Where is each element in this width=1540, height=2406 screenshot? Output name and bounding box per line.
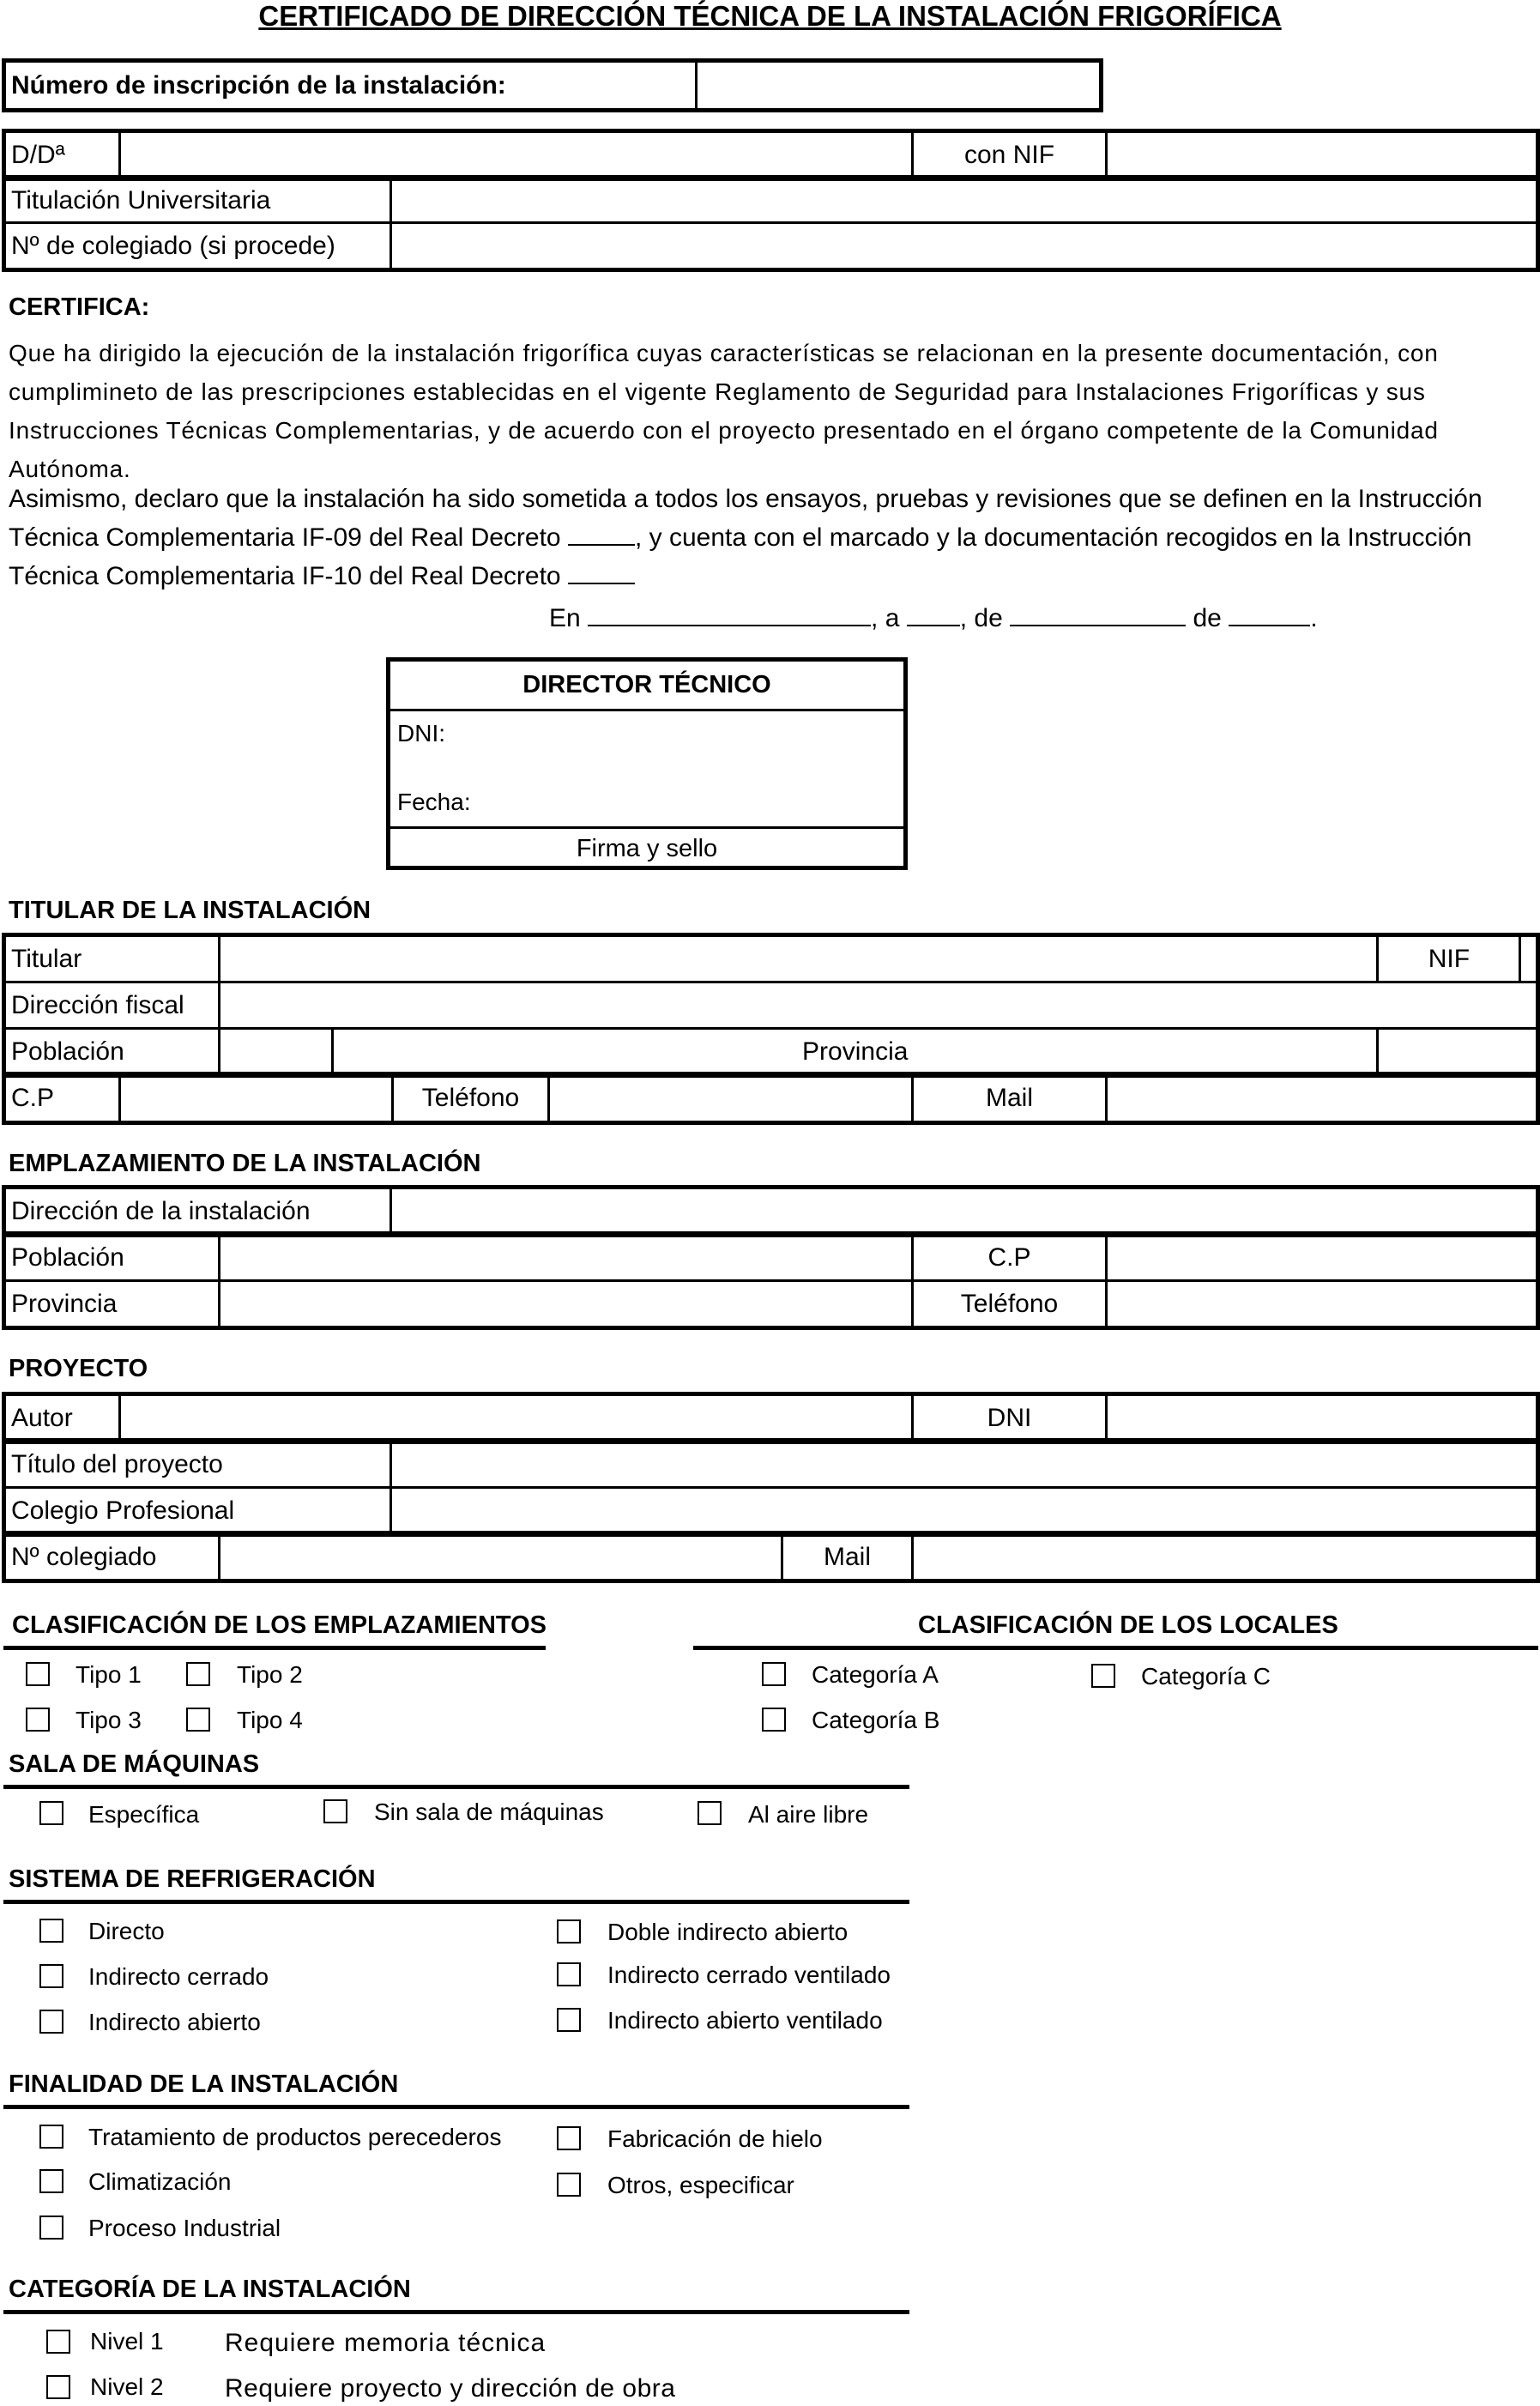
emplazamiento-cp-field[interactable] xyxy=(1107,1235,1537,1281)
proyecto-mail-label: Mail xyxy=(782,1534,913,1581)
otros-label: Otros, especificar xyxy=(607,2172,794,2198)
sin-sala-label: Sin sala de máquinas xyxy=(374,1798,604,1825)
categoria-heading: CATEGORÍA DE LA INSTALACIÓN xyxy=(9,2276,411,2303)
colegio-profesional-field[interactable] xyxy=(391,1488,1537,1534)
emplazamiento-provincia-label: Provincia xyxy=(5,1281,220,1327)
proyecto-colegiado-label: Nº colegiado xyxy=(5,1534,220,1581)
titulacion-table xyxy=(3,177,1538,270)
director-signature-box xyxy=(386,657,908,870)
certifica-paragraph-1: Que ha dirigido la ejecución de la instalación frigorífica cuyas características se relacionan en la presente documentación, con cumplimineto de las prescripciones establecidas en el vigente Reglamento de Seguridad para Instalaciones Frigoríficas y sus Instrucciones Técnicas Complementarias, y de acuerdo con el proyecto presentado en el órgano competente de la Comunidad Autónoma. xyxy=(9,340,1439,482)
titular-cp-label: C.P xyxy=(5,1075,120,1122)
colegiado-label: Nº de colegiado (si procede) xyxy=(5,223,391,269)
inscripcion-table xyxy=(3,60,1102,111)
titulo-proyecto-label: Título del proyecto xyxy=(5,1442,391,1488)
colegio-profesional-label: Colegio Profesional xyxy=(5,1488,391,1534)
para2-text-a: Asimismo, declaro que la instalación ha sido sometida a todos los ensayos, pruebas y revisiones que se definen en la Instrucción Técnica Complementaria IF-09 del Real Decreto xyxy=(9,485,1483,552)
proyecto-table-2 xyxy=(3,1440,1538,1535)
day-field[interactable] xyxy=(907,604,960,626)
clasif-emplazamientos-heading: CLASIFICACIÓN DE LOS EMPLAZAMIENTOS xyxy=(12,1611,547,1639)
divider xyxy=(3,1785,909,1789)
finalidad-heading: FINALIDAD DE LA INSTALACIÓN xyxy=(9,2070,399,2098)
emplazamiento-table-2 xyxy=(3,1233,1538,1328)
autor-field[interactable] xyxy=(120,1395,913,1442)
real-decreto-if10-field[interactable] xyxy=(568,562,635,584)
sistema-heading: SISTEMA DE REFRIGERACIÓN xyxy=(9,1865,376,1893)
titular-contact-table xyxy=(3,1073,1538,1123)
sala-maquinas-heading: SALA DE MÁQUINAS xyxy=(9,1750,260,1778)
a-label: , a xyxy=(871,604,900,632)
tipo1-label: Tipo 1 xyxy=(75,1661,142,1688)
emplazamiento-provincia-field[interactable] xyxy=(220,1281,913,1327)
titulo-proyecto-field[interactable] xyxy=(391,1442,1537,1488)
doble-indirecto-label: Doble indirecto abierto xyxy=(607,1919,849,1945)
month-field[interactable] xyxy=(1010,604,1186,626)
categoria-a-checkbox[interactable] xyxy=(762,1662,786,1686)
para2-text-b: , y cuenta con el marcado y la documentación recogidos en la Instrucción Técnica Complementaria IF-10 del Real Decreto xyxy=(9,523,1472,590)
proyecto-mail-field[interactable] xyxy=(913,1534,1537,1581)
tipo3-checkbox[interactable] xyxy=(26,1708,50,1732)
proyecto-table-3 xyxy=(3,1532,1538,1581)
director-box-header: DIRECTOR TÉCNICO xyxy=(390,662,903,711)
indirecto-abierto-label: Indirecto abierto xyxy=(88,2009,261,2035)
proceso-industrial-checkbox[interactable] xyxy=(39,2216,63,2240)
directo-label: Directo xyxy=(88,1918,165,1944)
nif-label: con NIF xyxy=(913,132,1107,178)
emplazamiento-poblacion-label: Población xyxy=(5,1235,220,1281)
titular-cp-field[interactable] xyxy=(120,1075,393,1122)
doble-indirecto-checkbox[interactable] xyxy=(557,1919,581,1944)
aire-libre-checkbox[interactable] xyxy=(698,1801,722,1825)
titular-field[interactable] xyxy=(220,936,1378,982)
indirecto-cerrado-checkbox[interactable] xyxy=(39,1964,63,1988)
categoria-b-label: Categoría B xyxy=(812,1707,940,1733)
fabricacion-hielo-checkbox[interactable] xyxy=(557,2126,581,2150)
inscripcion-field[interactable] xyxy=(697,62,1101,110)
titular-telefono-field[interactable] xyxy=(549,1075,913,1122)
titulacion-label: Titulación Universitaria xyxy=(5,178,391,223)
indirecto-cerrado-label: Indirecto cerrado xyxy=(88,1963,269,1990)
proyecto-table xyxy=(3,1393,1538,1442)
tipo2-label: Tipo 2 xyxy=(237,1661,303,1688)
firma-sello-label: Firma y sello xyxy=(390,826,903,868)
emplazamiento-heading: EMPLAZAMIENTO DE LA INSTALACIÓN xyxy=(9,1150,481,1177)
tipo3-label: Tipo 3 xyxy=(75,1707,142,1733)
especifica-checkbox[interactable] xyxy=(39,1801,63,1825)
direccion-fiscal-field[interactable] xyxy=(220,982,1537,1029)
divider xyxy=(3,1646,546,1650)
divider xyxy=(3,1900,909,1904)
tratamiento-label: Tratamiento de productos perecederos xyxy=(88,2124,502,2150)
climatizacion-label: Climatización xyxy=(88,2168,232,2195)
emplazamiento-telefono-field[interactable] xyxy=(1107,1281,1537,1327)
year-field[interactable] xyxy=(1229,604,1310,626)
proyecto-heading: PROYECTO xyxy=(9,1355,148,1382)
tipo4-checkbox[interactable] xyxy=(186,1708,210,1732)
titular-table xyxy=(3,934,1538,1076)
emplazamiento-table xyxy=(3,1187,1538,1236)
tipo1-checkbox[interactable] xyxy=(26,1662,50,1686)
indirecto-abierto-ventilado-label: Indirecto abierto ventilado xyxy=(607,2007,883,2034)
inscripcion-label: Número de inscripción de la instalación: xyxy=(5,62,697,110)
titular-mail-label: Mail xyxy=(913,1075,1107,1122)
proyecto-dni-field[interactable] xyxy=(1107,1395,1537,1442)
emplazamiento-poblacion-field[interactable] xyxy=(220,1235,913,1281)
titular-nif-label: NIF xyxy=(1378,936,1520,982)
place-field[interactable] xyxy=(588,604,871,626)
tratamiento-checkbox[interactable] xyxy=(39,2125,63,2149)
titular-nif-field[interactable] xyxy=(1520,936,1537,982)
categoria-a-label: Categoría A xyxy=(812,1661,939,1688)
emplazamiento-cp-label: C.P xyxy=(913,1235,1107,1281)
aire-libre-label: Al aire libre xyxy=(748,1801,869,1828)
tipo2-checkbox[interactable] xyxy=(186,1662,210,1686)
titular-telefono-label: Teléfono xyxy=(393,1075,549,1122)
nivel2-description: Requiere proyecto y dirección de obra xyxy=(225,2374,676,2403)
nivel2-checkbox[interactable] xyxy=(46,2375,70,2399)
director-dni-label: DNI: xyxy=(397,720,445,747)
autor-label: Autor xyxy=(5,1395,120,1442)
direccion-instalacion-field[interactable] xyxy=(391,1188,1537,1235)
nivel1-label: Nivel 1 xyxy=(90,2328,164,2355)
titular-provincia-field[interactable] xyxy=(1378,1029,1537,1075)
divider xyxy=(3,2310,909,2314)
real-decreto-if09-field[interactable] xyxy=(568,523,635,546)
direccion-fiscal-label: Dirección fiscal xyxy=(5,982,220,1029)
categoria-c-label: Categoría C xyxy=(1141,1663,1271,1690)
titular-mail-field[interactable] xyxy=(1107,1075,1537,1122)
end-dot: . xyxy=(1310,604,1318,632)
certifica-heading: CERTIFICA: xyxy=(9,293,150,321)
titular-poblacion-field[interactable] xyxy=(220,1029,333,1075)
indirecto-abierto-ventilado-checkbox[interactable] xyxy=(557,2008,581,2032)
titular-poblacion-label: Población xyxy=(5,1029,220,1075)
nivel1-description: Requiere memoria técnica xyxy=(225,2329,547,2357)
de2-label: de xyxy=(1193,604,1222,632)
proyecto-dni-label: DNI xyxy=(913,1395,1107,1442)
director-table xyxy=(3,130,1538,179)
fabricacion-hielo-label: Fabricación de hielo xyxy=(607,2125,823,2152)
titular-provincia-label: Provincia xyxy=(333,1029,1378,1075)
de1-label: , de xyxy=(959,604,1003,632)
direccion-instalacion-label: Dirección de la instalación xyxy=(5,1188,391,1235)
nif-field[interactable] xyxy=(1107,132,1537,178)
nivel1-checkbox[interactable] xyxy=(46,2330,70,2354)
titular-label: Titular xyxy=(5,936,220,982)
colegiado-field[interactable] xyxy=(391,223,1537,269)
place-date-line xyxy=(549,604,1318,633)
emplazamiento-telefono-label: Teléfono xyxy=(913,1281,1107,1327)
nivel2-label: Nivel 2 xyxy=(90,2373,164,2400)
document-title: CERTIFICADO DE DIRECCIÓN TÉCNICA DE LA INSTALACIÓN FRIGORÍFICA xyxy=(258,0,1282,32)
clasif-locales-heading: CLASIFICACIÓN DE LOS LOCALES xyxy=(918,1611,1338,1639)
directo-checkbox[interactable] xyxy=(39,1919,63,1943)
categoria-b-checkbox[interactable] xyxy=(762,1708,786,1732)
divider xyxy=(3,2105,909,2109)
otros-checkbox[interactable] xyxy=(557,2173,581,2197)
certifica-paragraph-2 xyxy=(9,480,1531,595)
especifica-label: Específica xyxy=(88,1801,200,1828)
director-fecha-label: Fecha: xyxy=(397,789,471,815)
climatizacion-checkbox[interactable] xyxy=(39,2169,63,2193)
titular-heading: TITULAR DE LA INSTALACIÓN xyxy=(9,897,371,924)
en-label: En xyxy=(549,604,581,632)
dd-label: D/Dª xyxy=(5,132,120,178)
indirecto-cerrado-ventilado-checkbox[interactable] xyxy=(557,1962,581,1986)
titulacion-field[interactable] xyxy=(391,178,1537,223)
indirecto-cerrado-ventilado-label: Indirecto cerrado ventilado xyxy=(607,1962,891,1988)
dd-field[interactable] xyxy=(120,132,913,178)
proceso-industrial-label: Proceso Industrial xyxy=(88,2215,281,2241)
indirecto-abierto-checkbox[interactable] xyxy=(39,2010,63,2034)
tipo4-label: Tipo 4 xyxy=(237,1707,303,1733)
divider xyxy=(693,1646,1538,1650)
sin-sala-checkbox[interactable] xyxy=(323,1799,347,1823)
proyecto-colegiado-field[interactable] xyxy=(220,1534,782,1581)
categoria-c-checkbox[interactable] xyxy=(1091,1664,1115,1688)
